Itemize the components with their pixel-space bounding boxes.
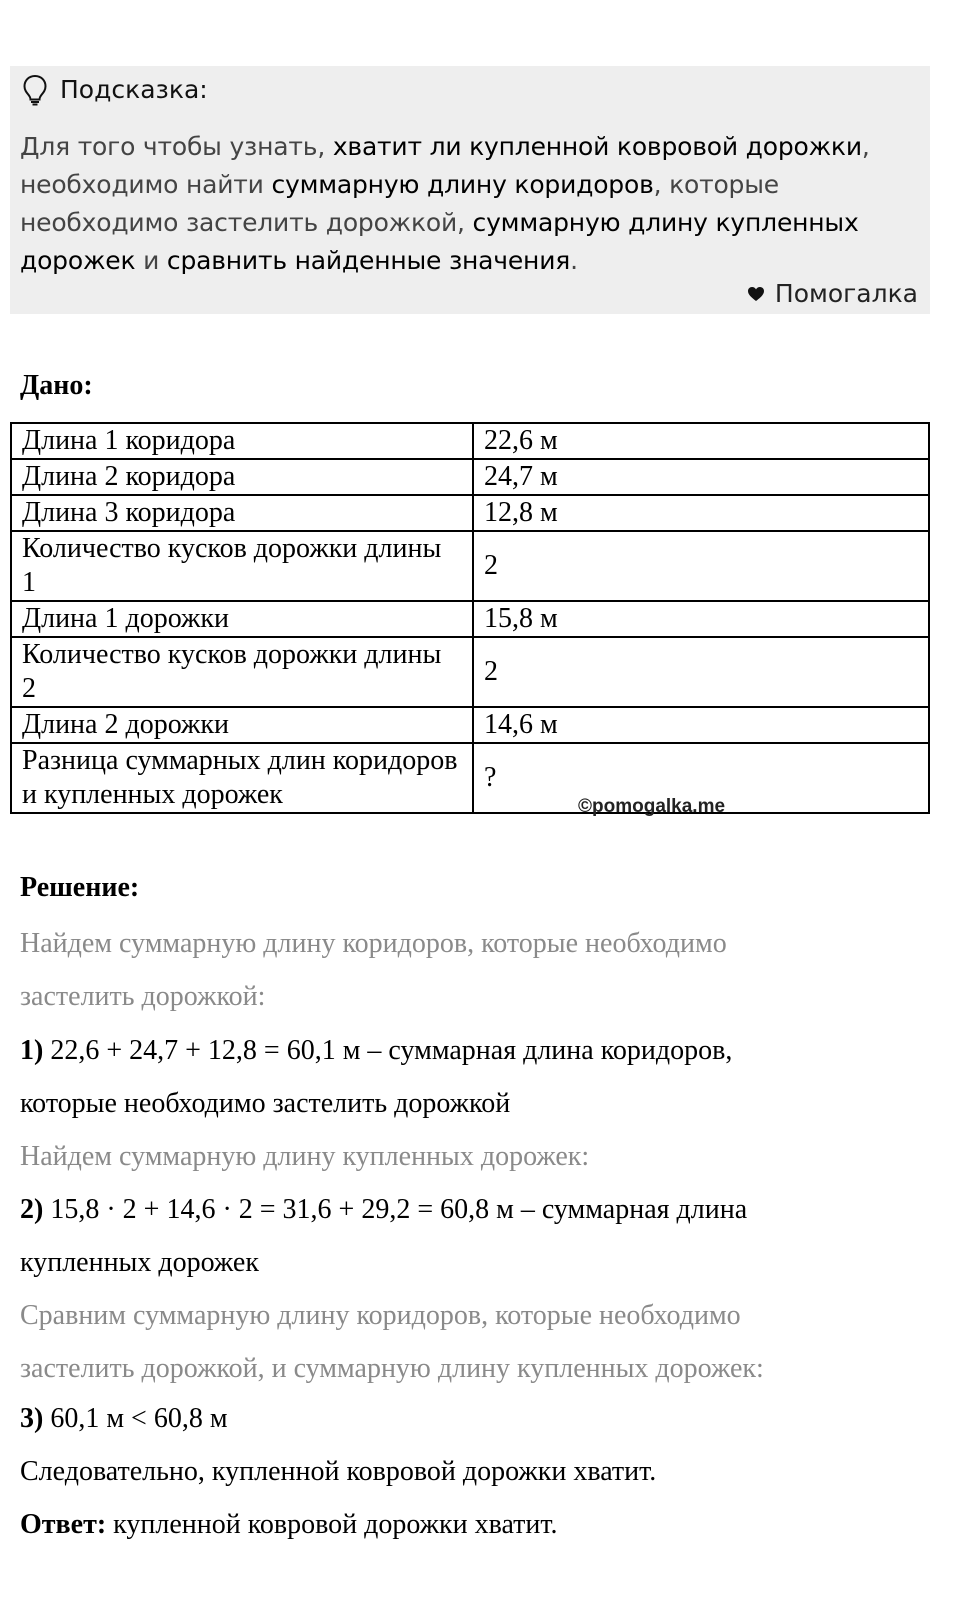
given-label: Длина 1 дорожки [11,601,473,637]
solution-step-1-cont: которые необходимо застелить дорожкой [20,1088,511,1119]
given-value: ? [473,743,929,813]
solution-answer [20,1508,558,1542]
table-row [11,707,929,743]
hint-emphasis: суммарную длину купленных дорожек [20,208,859,275]
hint-text [20,128,920,280]
solution-step-2 [20,1193,747,1227]
step-text: 15,8 · 2 + 14,6 · 2 = 31,6 + 29,2 = 60,8 м – суммарная длина [43,1194,748,1225]
solution-comment: застелить дорожкой, и суммарную длину купленных дорожек: [20,1353,764,1384]
table-row [11,601,929,637]
watermark: ©pomogalka.me [578,796,726,817]
table-row [11,743,929,813]
table-row [11,531,929,601]
hint-text-part: , необходимо найти [20,132,870,199]
solution-comment: Найдем суммарную длину коридоров, которые необходимо [20,928,727,959]
table-row [11,495,929,531]
table-row [11,459,929,495]
given-label: Длина 1 коридора [11,423,473,459]
hint-text-part: , которые необходимо застелить дорожкой, [20,170,779,237]
solution-comment: Сравним суммарную длину коридоров, которые необходимо [20,1300,741,1331]
given-value: 15,8 м [473,601,929,637]
hint-emphasis: суммарную длину коридоров [271,170,654,199]
given-label: Длина 3 коридора [11,495,473,531]
given-value: 2 [473,531,929,601]
heart-icon [747,286,765,302]
given-value: 24,7 м [473,459,929,495]
answer-label: Ответ: [20,1509,107,1540]
solution-step-2-cont: купленных дорожек [20,1247,259,1278]
hint-header [22,74,208,106]
given-value: 22,6 м [473,423,929,459]
table-row [11,637,929,707]
solution-title: Решение: [20,872,140,903]
given-value: 14,6 м [473,707,929,743]
given-label: Длина 2 дорожки [11,707,473,743]
given-title: Дано: [20,370,93,401]
given-value: 12,8 м [473,495,929,531]
step-number: 1) [20,1035,44,1066]
step-number: 2) [20,1194,44,1225]
given-table [10,422,930,814]
solution-step-3 [20,1402,228,1436]
table-row [11,423,929,459]
hint-text-part: и [135,246,167,275]
solution-conclusion: Следовательно, купленной ковровой дорожки хватит. [20,1456,657,1487]
solution-comment: застелить дорожкой: [20,981,266,1012]
given-label: Длина 2 коридора [11,459,473,495]
solution-step-1 [20,1034,732,1068]
hint-text-part: . [570,246,578,275]
hint-title: Подсказка: [60,75,208,104]
step-number: 3) [20,1403,44,1434]
given-label: Разница суммарных длин коридоров и купленных дорожек [11,743,473,813]
solution-comment: Найдем суммарную длину купленных дорожек: [20,1141,590,1172]
lightbulb-icon [22,74,48,106]
hint-emphasis: хватит ли купленной ковровой дорожки [332,132,862,161]
hint-text-part: Для того чтобы узнать, [20,132,333,161]
given-label: Количество кусков дорожки длины 2 [11,637,473,707]
given-value: 2 [473,637,929,707]
hint-signature [747,278,918,310]
answer-text: купленной ковровой дорожки хватит. [106,1509,558,1540]
given-label: Количество кусков дорожки длины 1 [11,531,473,601]
hint-emphasis: сравнить найденные значения [166,246,571,275]
signature-text: Помогалка [774,279,918,308]
step-text: 22,6 + 24,7 + 12,8 = 60,1 м – суммарная длина коридоров, [43,1035,733,1066]
hint-box [10,66,930,314]
step-text: 60,1 м < 60,8 м [43,1403,228,1434]
